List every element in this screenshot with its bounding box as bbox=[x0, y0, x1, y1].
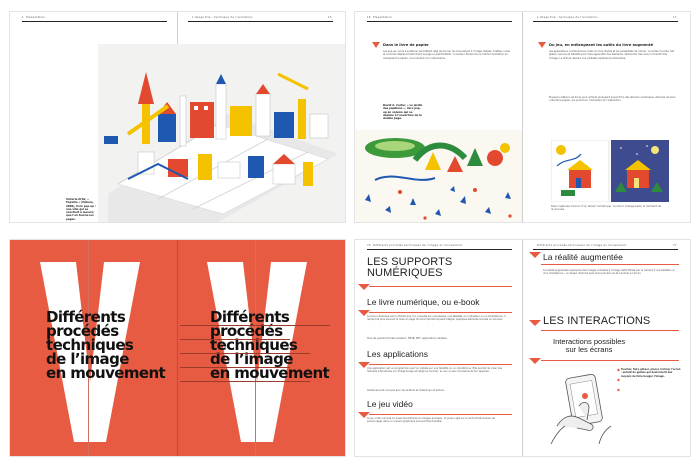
header-title: Présentation bbox=[26, 16, 46, 19]
header-title: L’image fixe : technique de l’animation bbox=[537, 16, 598, 19]
section-marker-icon bbox=[529, 358, 541, 364]
page-number: 16 bbox=[367, 16, 371, 19]
bullet-markers bbox=[617, 368, 620, 398]
header-title: L’image fixe : technique de l’animation bbox=[192, 16, 253, 19]
subtitle-line: Interactions possibles bbox=[553, 337, 626, 346]
subsection-body: Une application est un programme que l’on installe sur une tablette ou un smartphone. Elle permet de créer des histoires interactives où l’image bouge et réagit au toucher, au son ou aux mouvements de l’appareil. bbox=[367, 367, 503, 374]
spread-supports-interactions bbox=[355, 240, 690, 456]
section-heading-supports bbox=[367, 257, 452, 279]
title-line: de l’image bbox=[46, 350, 129, 368]
section-rule bbox=[369, 312, 512, 313]
section-rule bbox=[369, 286, 512, 287]
subsection-title: Les applications bbox=[367, 349, 428, 359]
section-rule bbox=[541, 330, 679, 331]
image-caption: Deux captures d’écran d’un album numérique : le décor change selon le moment de la journée. bbox=[551, 205, 661, 212]
subsection-body: Le livre numérique est un fichier que l’on consulte sur une liseuse, une tablette, un ordinateur ou un smartphone. Il reprend le plus souvent la mise en page du livre imprimé et peut intégrer quelques éléments animés ou sonores. bbox=[367, 315, 506, 322]
title-line: de l’image bbox=[210, 350, 293, 368]
section-rule bbox=[369, 414, 512, 415]
subsection-body: Le jeu vidéo raconte lui aussi des histoires en images animées ; le joueur agit sur le récit et fait évoluer les personnages dans un univers graphique souvent très travaillé. bbox=[367, 417, 496, 424]
subsection-body-2: Certaines sont conçues pour les enfants et mêlent jeu et lecture. bbox=[367, 389, 445, 392]
section-marker-icon bbox=[372, 42, 380, 48]
guide-line bbox=[180, 367, 290, 368]
guide-line bbox=[180, 325, 330, 326]
photo-caption: Victoria Ortiz, « Popville » (Helium, 2009), livre pop-up : une ville qui se construit à mesure que l’on tourne les pages. bbox=[66, 198, 96, 221]
section-body: Les pop-up, livres à système, permettent déjà de donner du mouvement à l’image. Rabats, tirettes, roues et volumes dépliés transforment la page en petit théâtre ; le lecteur déclenche lui-même l’animation en manipulant le papier, à la manière d’un mécanisme. bbox=[383, 50, 510, 60]
page-gutter bbox=[177, 240, 178, 456]
spread-chapter-opener bbox=[10, 240, 345, 456]
hand-tablet-illustration bbox=[549, 366, 619, 444]
running-header-left bbox=[22, 16, 45, 19]
header-rule bbox=[533, 21, 678, 22]
running-header-left bbox=[367, 16, 392, 19]
header-rule bbox=[367, 21, 512, 22]
guide-line bbox=[180, 339, 290, 340]
section-marker-icon bbox=[358, 284, 370, 290]
page-number: 77 bbox=[673, 244, 677, 247]
title-line: procédés bbox=[46, 322, 119, 340]
section-rule bbox=[541, 264, 679, 265]
section-marker-icon bbox=[529, 252, 541, 258]
header-title: Différents procédés techniques de l’image en mouvement bbox=[537, 244, 627, 247]
header-rule bbox=[22, 21, 167, 22]
header-title: Différents procédés techniques de l’image en mouvement bbox=[372, 244, 463, 247]
page-number: 1 bbox=[22, 16, 24, 19]
running-header-right bbox=[537, 16, 598, 19]
chapter-title-right bbox=[210, 310, 329, 380]
image-caption: David A. Carter, « Le Jardin des papillons », livre pop-up en volume qui se déploie à l’ouverture de la double page. bbox=[383, 104, 423, 121]
page-number: 15 bbox=[328, 16, 332, 19]
guide-line bbox=[180, 353, 310, 354]
heading-line: NUMÉRIQUES bbox=[367, 267, 443, 279]
running-header-left bbox=[367, 244, 462, 247]
interactions-note: Toucher, faire glisser, pincer, incliner l’écran : autant de gestes qui deviennent des moyens de faire bouger l’image. bbox=[621, 368, 681, 378]
title-line: Différents bbox=[210, 308, 290, 326]
title-line: Différents bbox=[46, 308, 126, 326]
header-rule bbox=[533, 249, 678, 250]
page-gutter bbox=[522, 240, 523, 456]
popup-garden-photo bbox=[355, 130, 522, 222]
app-screenshots bbox=[551, 140, 669, 202]
subtitle-line: sur les écrans bbox=[565, 345, 613, 354]
header-title: Présentation bbox=[372, 16, 393, 19]
header-rule bbox=[367, 249, 512, 250]
section-title: Dans le livre de papier bbox=[383, 43, 429, 47]
section-body: Les applications combinent les codes du livre illustré et les possibilités de l’écran : le lecteur touche, fait glisser, secoue sa tablette pour faire apparaître des éléments, déclencher des sons ou transformer l’image. La lecture devient une véritable expérience interactive. bbox=[549, 50, 675, 60]
subsection-body: La réalité augmentée superpose des images virtuelles à l’image réelle filmée par la caméra d’une tablette ou d’un smartphone : un dessin imprimé peut ainsi prendre vie et s’animer à l’écran. bbox=[543, 269, 675, 276]
running-header-right bbox=[537, 244, 626, 247]
running-header-right bbox=[192, 16, 253, 19]
guide-line bbox=[180, 381, 310, 382]
subsection-title: La réalité augmentée bbox=[543, 252, 623, 262]
subsection-title bbox=[553, 338, 625, 354]
page-number: 76 bbox=[367, 244, 371, 247]
title-line: techniques bbox=[46, 336, 134, 354]
title-line: en mouvement bbox=[210, 364, 330, 382]
section-title: Du jeu, en mélangeant les outils du livre augmenté bbox=[549, 43, 654, 47]
subsection-body-2: Tous les grands formats existent : EPUB, PDF, applications dédiées. bbox=[367, 337, 448, 340]
title-line: techniques bbox=[210, 336, 298, 354]
heading-line: LES SUPPORTS bbox=[367, 256, 453, 268]
title-line: en mouvement bbox=[46, 364, 166, 382]
header-rule bbox=[188, 21, 333, 22]
subsection-title: Le jeu vidéo bbox=[367, 399, 413, 409]
section-body-2: Plusieurs éditeurs de livres pour enfants proposent aujourd’hui des albums numériques, déclinés de leurs collections papier, qui jouent sur l’animation et l’interaction. bbox=[549, 96, 676, 103]
page-number: 17 bbox=[673, 16, 677, 19]
spread-books-apps bbox=[355, 12, 690, 222]
popup-city-photo bbox=[98, 44, 345, 222]
section-marker-icon bbox=[538, 42, 546, 48]
section-rule bbox=[369, 364, 512, 365]
section-heading-interactions: LES INTERACTIONS bbox=[543, 315, 651, 327]
subsection-title: Le livre numérique, ou e-book bbox=[367, 297, 480, 307]
section-rule bbox=[541, 360, 679, 361]
spread-popup-city bbox=[10, 12, 345, 222]
chapter-title-left bbox=[46, 310, 165, 380]
page-gutter bbox=[522, 12, 523, 222]
title-line: procédés bbox=[210, 322, 283, 340]
section-marker-icon bbox=[529, 320, 541, 326]
